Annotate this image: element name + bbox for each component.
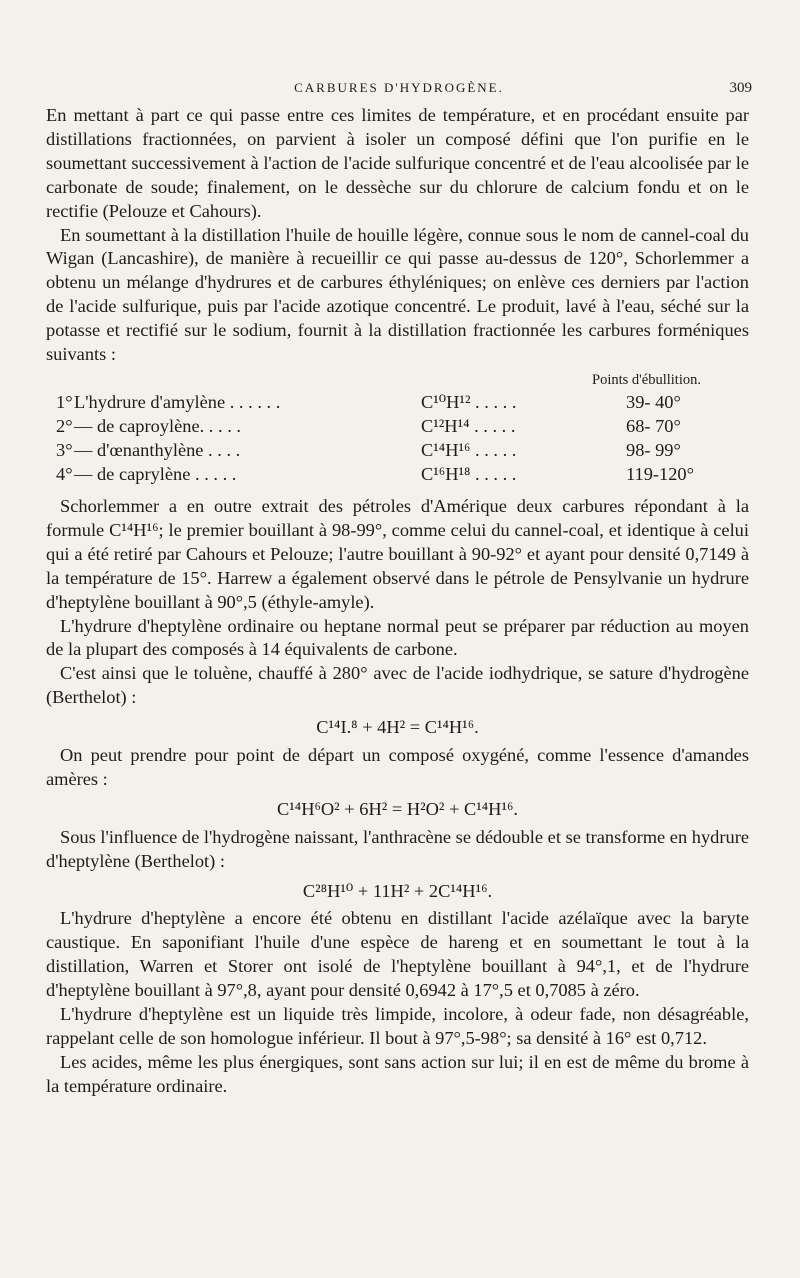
row-formula: C¹⁰H¹² . . . . . bbox=[421, 391, 517, 412]
row-temperature: 119-120° bbox=[626, 463, 694, 484]
row-formula: C¹⁴H¹⁶ . . . . . bbox=[421, 439, 517, 460]
row-name: L'hydrure d'amylène . . . . . . bbox=[74, 391, 281, 412]
row-number: 2° bbox=[56, 415, 73, 436]
paragraph-7: Sous l'influence de l'hydrogène naissant, l'anthracène se dédouble et se transforme en hydrure d'heptylène (Berthelot) : bbox=[46, 826, 749, 871]
row-number: 3° bbox=[56, 439, 73, 460]
body-text bbox=[46, 104, 749, 1099]
row-number: 4° bbox=[56, 463, 73, 484]
table-row bbox=[46, 391, 749, 415]
paragraph-9: L'hydrure d'heptylène est un liquide très limpide, incolore, à odeur fade, non désagréable, rappelant celle de son homologue inférieur. Il bout à 97°,5-98°; sa densité à 16° est 0,712. bbox=[46, 1004, 749, 1048]
paragraph-3: Schorlemmer a en outre extrait des pétroles d'Amérique deux carbures répondant à la formule C¹⁴H¹⁶; le premier bouillant à 98-99°, comme celui du cannel-coal, et identique à celui qui a été retiré par Cahours et Pelouze; l'autre bouillant à 90-92° et ayant pour densité 0,7149 à la température de 15°. Harrew a également observé dans le pétrole de Pensylvanie un hydrure d'heptylène bouillant à 90°,5 (éthyle-amyle). bbox=[46, 495, 749, 612]
equation-1: C¹⁴I.⁸ + 4H² = C¹⁴H¹⁶. bbox=[316, 717, 479, 738]
page-header bbox=[46, 80, 752, 104]
page-number: 309 bbox=[729, 80, 752, 96]
paragraph-5: C'est ainsi que le toluène, chauffé à 280° avec de l'acide iodhydrique, se sature d'hydrogène (Berthelot) : bbox=[46, 663, 749, 708]
row-name: — de caproylène. . . . . bbox=[74, 415, 241, 436]
row-temperature: 68- 70° bbox=[626, 415, 681, 436]
row-name: — de caprylène . . . . . bbox=[74, 463, 237, 484]
table-row bbox=[46, 463, 749, 487]
paragraph-10: Les acides, même les plus énergiques, sont sans action sur lui; il en est de même du brome à la température ordinaire. bbox=[46, 1051, 749, 1096]
running-head: CARBURES D'HYDROGÈNE. bbox=[294, 80, 504, 95]
table-row bbox=[46, 439, 749, 463]
equation-2: C¹⁴H⁶O² + 6H² = H²O² + C¹⁴H¹⁶. bbox=[277, 798, 518, 819]
table-row bbox=[46, 415, 749, 439]
paragraph-6: On peut prendre pour point de départ un composé oxygéné, comme l'essence d'amandes amères : bbox=[46, 745, 749, 789]
equation-3: C²⁸H¹⁰ + 11H² + 2C¹⁴H¹⁶. bbox=[302, 880, 493, 901]
paragraph-2: En soumettant à la distillation l'huile de houille légère, connue sous le nom de cannel-coal du Wigan (Lancashire), de manière à recueillir ce qui passe au-dessus de 120°, Schorlemmer a obtenu un mélange d'hydrures et de carbures éthyléniques; on enlève ces derniers par l'action de l'acide sulfurique, puis par l'acide azotique concentré. Le produit, lavé à l'eau, séché sur la potasse et rectifié sur le sodium, fournit à la distillation fractionnée les carbures forméniques suivants : bbox=[46, 224, 749, 365]
row-temperature: 98- 99° bbox=[626, 439, 681, 460]
boiling-points-table bbox=[46, 369, 749, 487]
row-number: 1° bbox=[56, 391, 73, 412]
row-formula: C¹²H¹⁴ . . . . . bbox=[421, 415, 516, 436]
row-temperature: 39- 40° bbox=[626, 391, 681, 412]
paragraph-1: En mettant à part ce qui passe entre ces limites de température, et en procédant ensuite par distillations fractionnées, on parvient à isoler un composé défini que l'on purifie en le soumettant successivement à l'action de l'acide sulfurique concentré et de l'eau alcoolisée par le carbonate de soude; finalement, on le dessèche sur du chlorure de calcium fondu et on le rectifie (Pelouze et Cahours). bbox=[46, 105, 749, 221]
paragraph-4: L'hydrure d'heptylène ordinaire ou heptane normal peut se préparer par réduction au moyen de la plupart des composés à 14 équivalents de carbone. bbox=[46, 615, 749, 660]
table-header: Points d'ébullition. bbox=[592, 371, 701, 388]
row-name: — d'œnanthylène . . . . bbox=[74, 439, 241, 460]
paragraph-8: L'hydrure d'heptylène a encore été obtenu en distillant l'acide azélaïque avec la baryte caustique. En saponifiant l'huile d'une espèce de hareng et en soumettant le tout à la distillation, Warren et Storer ont isolé de l'heptylène bouillant à 94°,1, et de l'hydrure d'heptylène bouillant à 97°,8, ayant pour densité 0,6942 à 17°,5 et 0,7085 à zéro. bbox=[46, 908, 749, 1001]
row-formula: C¹⁶H¹⁸ . . . . . bbox=[421, 463, 517, 484]
